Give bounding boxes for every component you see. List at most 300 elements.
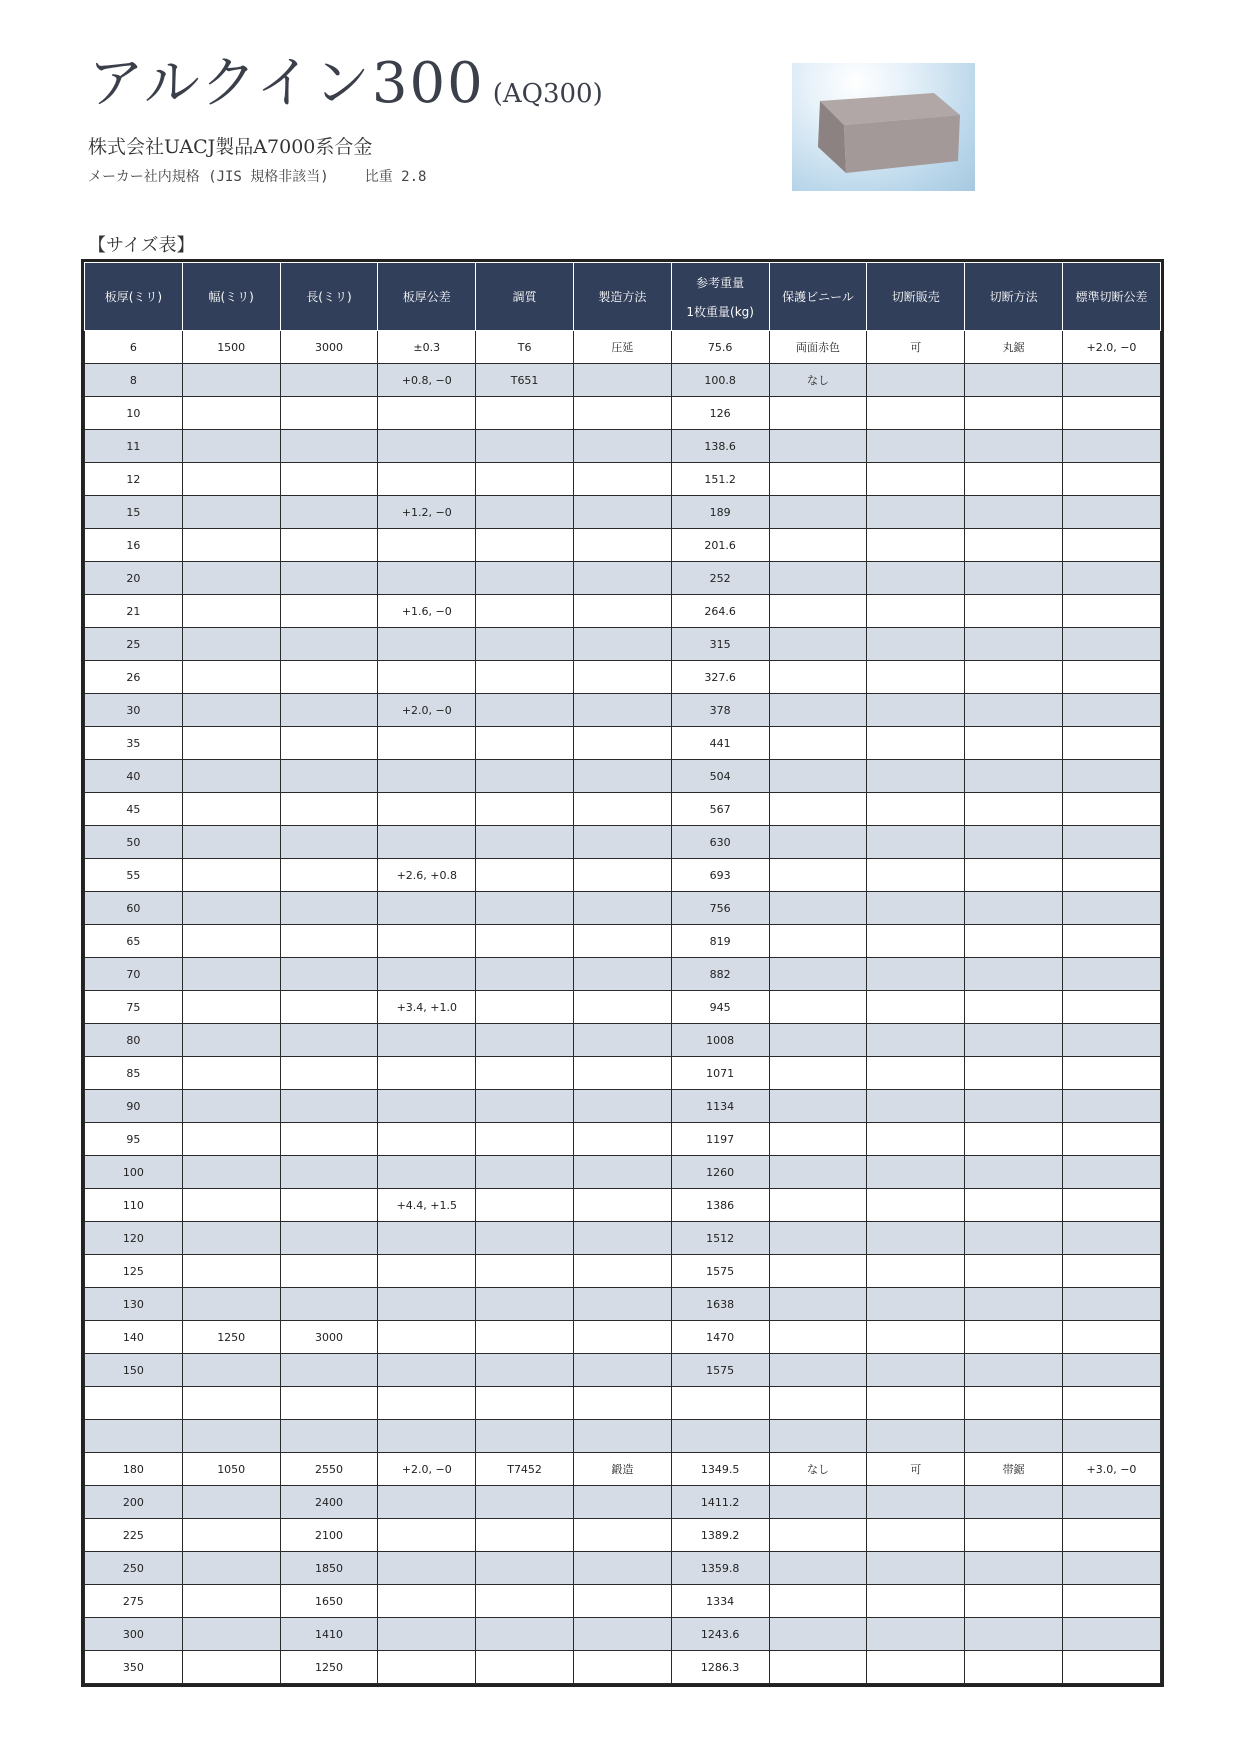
table-row (85, 628, 1161, 661)
table-row (85, 1288, 1161, 1321)
table-cell: 1575 (671, 1354, 769, 1387)
table-cell (867, 595, 965, 628)
table-cell (182, 1255, 280, 1288)
table-cell (965, 1387, 1063, 1420)
table-cell: 80 (85, 1024, 183, 1057)
table-cell (769, 1255, 867, 1288)
table-cell (867, 1288, 965, 1321)
column-header-label: 切断販売 (891, 290, 940, 304)
table-cell (769, 1024, 867, 1057)
table-cell (1062, 463, 1160, 496)
table-cell (1062, 1618, 1160, 1651)
table-cell (1062, 1189, 1160, 1222)
table-cell (965, 958, 1063, 991)
table-cell: 1575 (671, 1255, 769, 1288)
table-cell: 125 (85, 1255, 183, 1288)
table-cell: 120 (85, 1222, 183, 1255)
table-cell (476, 859, 574, 892)
table-cell: 95 (85, 1123, 183, 1156)
table-cell (280, 529, 378, 562)
table-cell (573, 1321, 671, 1354)
table-row (85, 529, 1161, 562)
table-cell (280, 958, 378, 991)
table-cell: 両面赤色 (769, 331, 867, 364)
table-cell (867, 826, 965, 859)
table-row (85, 331, 1161, 364)
table-cell (1062, 1222, 1160, 1255)
table-cell (476, 1288, 574, 1321)
table-cell (280, 1156, 378, 1189)
table-cell (182, 1057, 280, 1090)
table-cell: +1.2, −0 (378, 496, 476, 529)
table-cell (867, 727, 965, 760)
table-cell (769, 1156, 867, 1189)
table-cell: 45 (85, 793, 183, 826)
table-cell (1062, 496, 1160, 529)
column-header-label: 幅(ミリ) (208, 290, 254, 304)
table-cell (867, 793, 965, 826)
table-cell: 30 (85, 694, 183, 727)
table-cell (769, 628, 867, 661)
table-cell (280, 694, 378, 727)
table-cell: 1411.2 (671, 1486, 769, 1519)
table-cell (378, 1618, 476, 1651)
table-cell: 250 (85, 1552, 183, 1585)
table-cell: +3.4, +1.0 (378, 991, 476, 1024)
table-cell (573, 694, 671, 727)
table-cell (1062, 397, 1160, 430)
table-cell (1062, 661, 1160, 694)
table-cell (867, 991, 965, 1024)
table-cell (182, 430, 280, 463)
table-cell: 200 (85, 1486, 183, 1519)
table-cell: なし (769, 1453, 867, 1486)
table-cell: 1071 (671, 1057, 769, 1090)
table-cell: 16 (85, 529, 183, 562)
table-cell (182, 1651, 280, 1684)
table-cell (769, 1552, 867, 1585)
column-header-label: 1枚重量(kg) (686, 304, 754, 319)
table-cell (280, 991, 378, 1024)
table-row (85, 727, 1161, 760)
table-cell (965, 1585, 1063, 1618)
table-cell (378, 1651, 476, 1684)
column-header-label: 長(ミリ) (306, 290, 352, 304)
table-cell (965, 1090, 1063, 1123)
table-cell (280, 1090, 378, 1123)
table-cell (867, 1321, 965, 1354)
spec-gravity: 比重 2.8 (364, 169, 427, 185)
table-cell (280, 1288, 378, 1321)
table-cell: ±0.3 (378, 331, 476, 364)
table-cell (769, 1123, 867, 1156)
table-cell (1062, 1288, 1160, 1321)
table-cell (476, 496, 574, 529)
table-cell (965, 1420, 1063, 1453)
column-header (573, 263, 671, 331)
table-cell: 90 (85, 1090, 183, 1123)
table-cell: 150 (85, 1354, 183, 1387)
table-cell (573, 1651, 671, 1684)
table-cell (182, 958, 280, 991)
table-row (85, 1585, 1161, 1618)
table-cell: 1389.2 (671, 1519, 769, 1552)
table-cell (280, 364, 378, 397)
table-cell (573, 1519, 671, 1552)
table-cell (573, 397, 671, 430)
table-cell: 225 (85, 1519, 183, 1552)
table-cell (280, 496, 378, 529)
table-cell (1062, 1354, 1160, 1387)
table-cell (965, 1321, 1063, 1354)
table-cell (867, 1486, 965, 1519)
table-cell (965, 1354, 1063, 1387)
table-cell (378, 562, 476, 595)
table-cell (280, 1354, 378, 1387)
table-cell (476, 562, 574, 595)
table-cell (573, 463, 671, 496)
table-cell: 1386 (671, 1189, 769, 1222)
table-cell (867, 1255, 965, 1288)
table-cell (476, 1255, 574, 1288)
table-cell (769, 496, 867, 529)
column-header-label: 調質 (512, 290, 537, 304)
table-cell (867, 1123, 965, 1156)
table-cell (573, 628, 671, 661)
table-cell (769, 397, 867, 430)
table-cell: 1260 (671, 1156, 769, 1189)
table-cell (573, 991, 671, 1024)
table-cell (573, 1255, 671, 1288)
table-cell (573, 430, 671, 463)
table-row (85, 496, 1161, 529)
table-cell (182, 892, 280, 925)
table-cell: 75.6 (671, 331, 769, 364)
table-cell (1062, 1090, 1160, 1123)
table-row (85, 1057, 1161, 1090)
table-row (85, 430, 1161, 463)
table-cell: +2.6, +0.8 (378, 859, 476, 892)
table-cell (867, 859, 965, 892)
table-row (85, 1090, 1161, 1123)
table-cell (573, 1420, 671, 1453)
table-cell (769, 793, 867, 826)
table-cell (573, 496, 671, 529)
table-cell: T6 (476, 331, 574, 364)
table-cell (476, 1321, 574, 1354)
table-cell (867, 1519, 965, 1552)
table-cell (1062, 925, 1160, 958)
table-cell: 819 (671, 925, 769, 958)
table-cell (476, 397, 574, 430)
table-cell (573, 529, 671, 562)
table-cell: 6 (85, 331, 183, 364)
column-header (280, 263, 378, 331)
table-cell: 1243.6 (671, 1618, 769, 1651)
table-cell: +2.0, −0 (378, 694, 476, 727)
table-cell (280, 859, 378, 892)
table-cell: 1512 (671, 1222, 769, 1255)
table-row (85, 1552, 1161, 1585)
size-table-grid (84, 262, 1161, 1684)
table-cell (280, 397, 378, 430)
table-cell (769, 958, 867, 991)
table-cell: 65 (85, 925, 183, 958)
table-cell (1062, 1585, 1160, 1618)
column-header-label: 板厚公差 (402, 290, 451, 304)
table-cell: +2.0, −0 (378, 1453, 476, 1486)
table-row (85, 892, 1161, 925)
table-cell (573, 1585, 671, 1618)
table-cell: +0.8, −0 (378, 364, 476, 397)
table-cell (1062, 991, 1160, 1024)
table-cell: 1470 (671, 1321, 769, 1354)
table-row (85, 463, 1161, 496)
table-cell (965, 1618, 1063, 1651)
table-cell (476, 1057, 574, 1090)
table-cell (573, 1486, 671, 1519)
table-cell (867, 628, 965, 661)
table-cell (476, 727, 574, 760)
table-cell (965, 727, 1063, 760)
table-cell (182, 1156, 280, 1189)
column-header-label: 標準切断公差 (1075, 290, 1148, 304)
table-cell (1062, 562, 1160, 595)
table-cell: 201.6 (671, 529, 769, 562)
table-cell: 1500 (182, 331, 280, 364)
table-cell (769, 1651, 867, 1684)
table-cell (1062, 1651, 1160, 1684)
table-cell: 丸鋸 (965, 331, 1063, 364)
table-cell (769, 925, 867, 958)
table-cell: 圧延 (573, 331, 671, 364)
table-cell (476, 826, 574, 859)
table-cell (1062, 1024, 1160, 1057)
table-cell: なし (769, 364, 867, 397)
table-cell: 35 (85, 727, 183, 760)
table-cell (573, 1552, 671, 1585)
table-cell (867, 1156, 965, 1189)
table-cell (85, 1420, 183, 1453)
column-header-label: 製造方法 (598, 290, 647, 304)
table-cell (182, 529, 280, 562)
table-cell (573, 364, 671, 397)
table-cell: 1349.5 (671, 1453, 769, 1486)
column-header-label: 切断方法 (989, 290, 1038, 304)
table-cell (867, 1420, 965, 1453)
table-cell: 1197 (671, 1123, 769, 1156)
table-cell (573, 1057, 671, 1090)
table-cell (378, 529, 476, 562)
table-cell (182, 628, 280, 661)
table-cell (769, 826, 867, 859)
table-cell (378, 826, 476, 859)
table-cell (378, 1255, 476, 1288)
table-cell: 2550 (280, 1453, 378, 1486)
table-cell (280, 892, 378, 925)
table-cell (182, 826, 280, 859)
table-cell: 可 (867, 331, 965, 364)
table-row (85, 1420, 1161, 1453)
table-cell (965, 760, 1063, 793)
table-cell: 110 (85, 1189, 183, 1222)
table-cell (476, 1519, 574, 1552)
table-cell (965, 628, 1063, 661)
table-cell (769, 1189, 867, 1222)
table-cell (769, 529, 867, 562)
table-cell (1062, 958, 1160, 991)
table-cell (769, 1585, 867, 1618)
table-cell: 140 (85, 1321, 183, 1354)
table-cell (965, 463, 1063, 496)
column-header-label: 保護ビニール (782, 290, 854, 304)
table-cell: 252 (671, 562, 769, 595)
table-cell (476, 1222, 574, 1255)
table-cell (769, 1618, 867, 1651)
table-cell (1062, 1420, 1160, 1453)
column-header-label: 板厚(ミリ) (104, 290, 163, 304)
table-cell (476, 1189, 574, 1222)
table-cell (476, 529, 574, 562)
table-cell (476, 463, 574, 496)
table-cell: 1638 (671, 1288, 769, 1321)
table-cell (476, 1552, 574, 1585)
table-cell (182, 1189, 280, 1222)
table-cell (965, 1651, 1063, 1684)
table-cell (378, 958, 476, 991)
table-body (85, 331, 1161, 1684)
table-cell: 189 (671, 496, 769, 529)
table-cell: 3000 (280, 331, 378, 364)
table-cell (867, 1024, 965, 1057)
table-cell: 21 (85, 595, 183, 628)
table-cell (769, 1057, 867, 1090)
table-cell: 275 (85, 1585, 183, 1618)
table-cell: 55 (85, 859, 183, 892)
table-cell: 26 (85, 661, 183, 694)
table-cell (378, 760, 476, 793)
table-cell (378, 1519, 476, 1552)
table-cell (378, 628, 476, 661)
table-cell (965, 430, 1063, 463)
table-cell (476, 430, 574, 463)
table-cell (280, 1024, 378, 1057)
table-cell (867, 661, 965, 694)
table-cell (378, 892, 476, 925)
table-cell (769, 1486, 867, 1519)
table-cell (1062, 694, 1160, 727)
spec-standard: メーカー社内規格 (JIS 規格非該当) (88, 169, 329, 185)
table-cell (867, 463, 965, 496)
table-cell (867, 562, 965, 595)
table-cell (965, 826, 1063, 859)
table-cell: 327.6 (671, 661, 769, 694)
table-cell (867, 694, 965, 727)
table-cell (378, 1090, 476, 1123)
table-row (85, 793, 1161, 826)
table-cell (769, 859, 867, 892)
table-row (85, 595, 1161, 628)
table-cell (769, 1354, 867, 1387)
table-cell (280, 463, 378, 496)
table-row (85, 1486, 1161, 1519)
table-cell (476, 991, 574, 1024)
table-cell (378, 397, 476, 430)
table-cell (769, 1387, 867, 1420)
table-cell: 350 (85, 1651, 183, 1684)
table-cell (769, 1321, 867, 1354)
table-cell (476, 694, 574, 727)
table-cell: 1134 (671, 1090, 769, 1123)
table-cell (867, 1552, 965, 1585)
table-cell (476, 793, 574, 826)
table-cell (378, 1288, 476, 1321)
column-header (85, 263, 183, 331)
table-cell (182, 1123, 280, 1156)
table-cell (182, 1090, 280, 1123)
table-cell (378, 1387, 476, 1420)
table-cell (182, 727, 280, 760)
table-cell (867, 496, 965, 529)
table-cell: 945 (671, 991, 769, 1024)
table-cell (378, 1123, 476, 1156)
table-cell: 882 (671, 958, 769, 991)
table-cell (1062, 892, 1160, 925)
table-cell (573, 859, 671, 892)
table-cell (378, 1486, 476, 1519)
spec-line (88, 166, 426, 186)
table-cell (378, 793, 476, 826)
table-cell (1062, 760, 1160, 793)
table-cell (280, 1123, 378, 1156)
table-cell: 756 (671, 892, 769, 925)
table-row (85, 562, 1161, 595)
table-cell (182, 496, 280, 529)
table-cell: 20 (85, 562, 183, 595)
table-cell (965, 1057, 1063, 1090)
table-cell: 1334 (671, 1585, 769, 1618)
table-cell (965, 1486, 1063, 1519)
table-cell (965, 859, 1063, 892)
table-cell (1062, 364, 1160, 397)
table-cell (476, 1387, 574, 1420)
table-cell (378, 925, 476, 958)
table-cell (573, 1288, 671, 1321)
maker-line: 株式会社UACJ製品A7000系合金 (88, 136, 373, 158)
table-cell: +3.0, −0 (1062, 1453, 1160, 1486)
table-cell (573, 595, 671, 628)
product-photo (792, 63, 975, 191)
table-cell: 1250 (280, 1651, 378, 1684)
table-cell: 可 (867, 1453, 965, 1486)
table-cell (965, 793, 1063, 826)
column-header-label: 参考重量 (696, 275, 745, 290)
table-cell (378, 1057, 476, 1090)
table-cell (867, 892, 965, 925)
table-cell (867, 760, 965, 793)
table-cell (280, 595, 378, 628)
table-cell (182, 925, 280, 958)
table-row (85, 760, 1161, 793)
table-cell (965, 397, 1063, 430)
table-cell (378, 1552, 476, 1585)
table-cell (182, 991, 280, 1024)
table-cell (573, 793, 671, 826)
table-cell (476, 1354, 574, 1387)
table-cell (280, 793, 378, 826)
section-label: 【サイズ表】 (88, 235, 195, 256)
table-cell (769, 991, 867, 1024)
